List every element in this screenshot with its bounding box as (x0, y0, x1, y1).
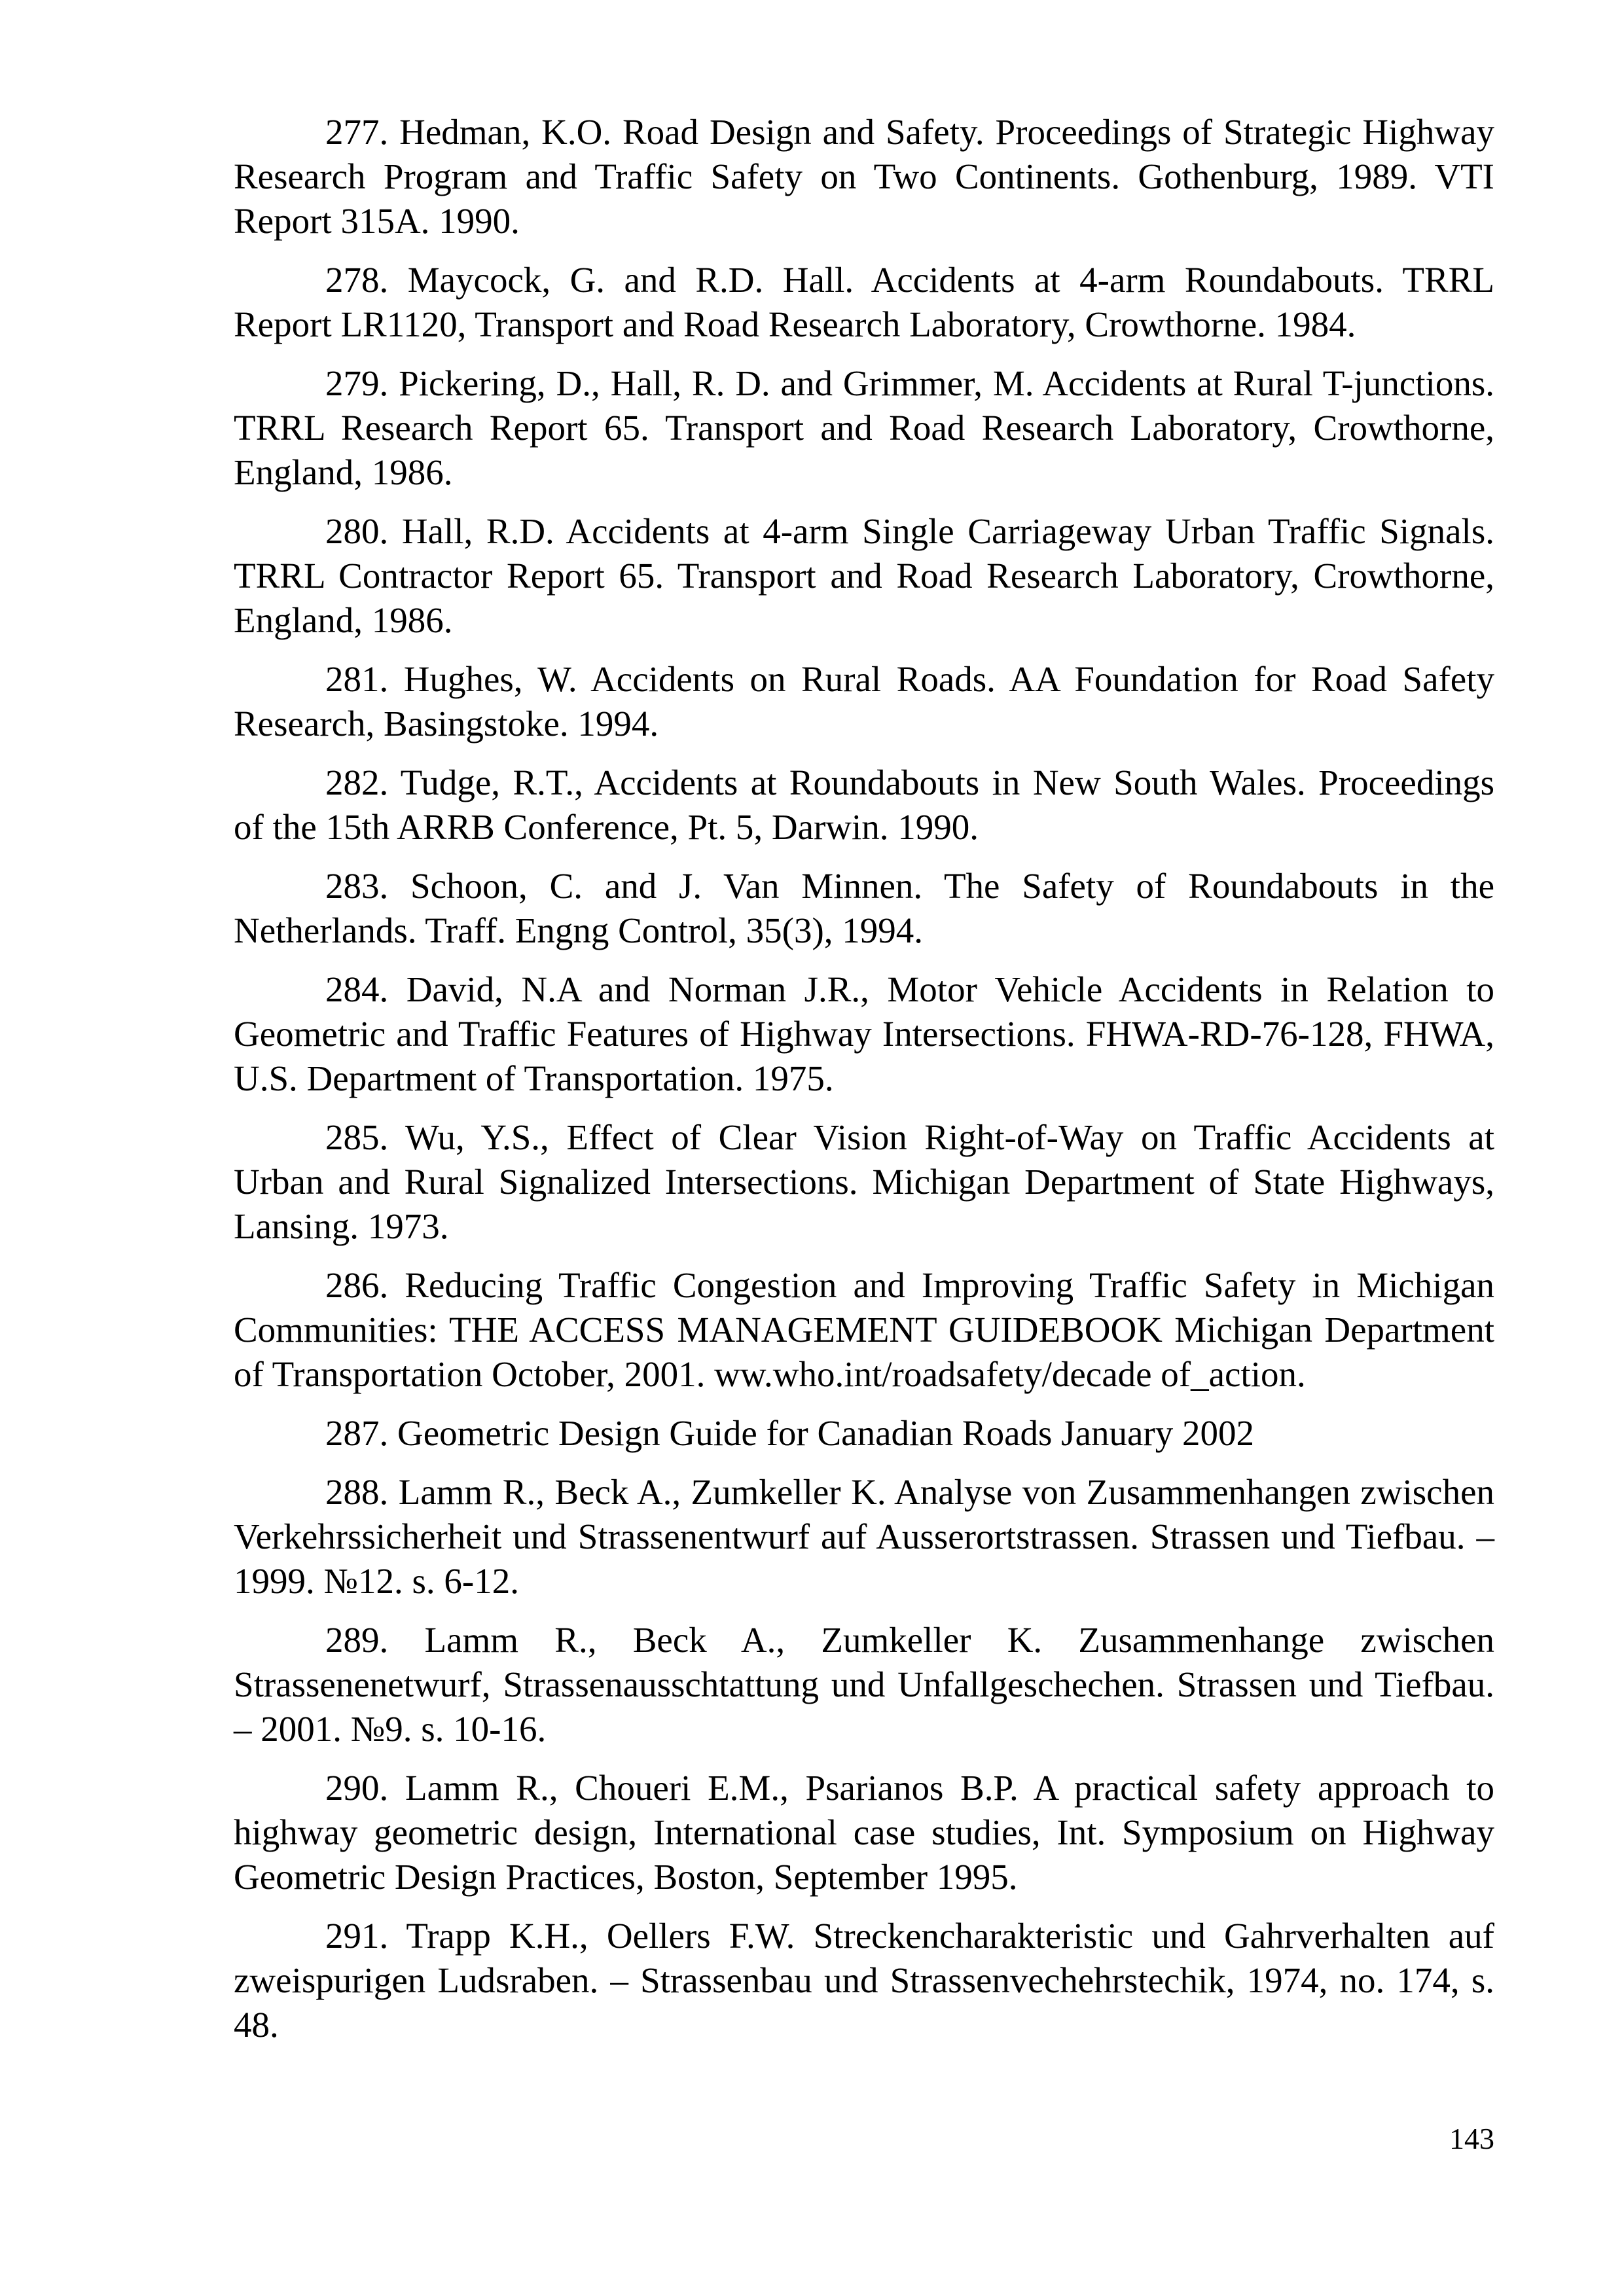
reference-item-286: 286. Reducing Traffic Congestion and Improving Traffic Safety in Michigan Communities: THE ACCESS MANAGEMENT GUIDEBOOK Michigan Department of Transportation October, 2001. ww.who.int/roadsafety/decade of_action. (234, 1265, 1494, 1394)
reference-item-279: 279. Pickering, D., Hall, R. D. and Grimmer, M. Accidents at Rural T-junctions. TRRL Research Report 65. Transport and Road Research Laboratory, Crowthorne, England, 1986. (234, 363, 1494, 492)
reference-list (234, 110, 1494, 2062)
reference-item-278: 278. Maycock, G. and R.D. Hall. Accidents at 4-arm Roundabouts. TRRL Report LR1120, Transport and Road Research Laboratory, Crowthorne. 1984. (234, 260, 1494, 344)
reference-item-285: 285. Wu, Y.S., Effect of Clear Vision Right-of-Way on Traffic Accidents at Urban and Rural Signalized Intersections. Michigan Department of State Highways, Lansing. 1973. (234, 1117, 1494, 1246)
reference-item-289: 289. Lamm R., Beck A., Zumkeller K. Zusammenhange zwischen Strassenenetwurf, Strassenausschtattung und Unfallgeschechen. Strassen und Tiefbau. – 2001. №9. s. 10-16. (234, 1620, 1494, 1749)
reference-item-288: 288. Lamm R., Beck A., Zumkeller K. Analyse von Zusammenhangen zwischen Verkehrssicherheit und Strassenentwurf auf Ausserortstrassen. Strassen und Tiefbau. – 1999. №12. s. 6-12. (234, 1472, 1494, 1601)
reference-item-291: 291. Trapp K.H., Oellers F.W. Streckencharakteristic und Gahrverhalten auf zweispurigen Ludsraben. – Strassenbau und Strassenvechehrstechik, 1974, no. 174, s. 48. (234, 1916, 1494, 2045)
reference-item-282: 282. Tudge, R.T., Accidents at Roundabouts in New South Wales. Proceedings of the 15th ARRB Conference, Pt. 5, Darwin. 1990. (234, 762, 1494, 847)
reference-item-283: 283. Schoon, C. and J. Van Minnen. The Safety of Roundabouts in the Netherlands. Traff. Engng Control, 35(3), 1994. (234, 866, 1494, 950)
reference-item-281: 281. Hughes, W. Accidents on Rural Roads. AA Foundation for Road Safety Research, Basingstoke. 1994. (234, 659, 1494, 744)
reference-item-287: 287. Geometric Design Guide for Canadian Roads January 2002 (325, 1413, 1254, 1453)
reference-item-290: 290. Lamm R., Choueri E.M., Psarianos B.P. A practical safety approach to highway geometric design, International case studies, Int. Symposium on Highway Geometric Design Practices, Boston, September 1995. (234, 1768, 1494, 1897)
reference-item-284: 284. David, N.A and Norman J.R., Motor Vehicle Accidents in Relation to Geometric and Traffic Features of Highway Intersections. FHWA-RD-76-128, FHWA, U.S. Department of Transportation. 1975. (234, 969, 1494, 1098)
reference-item-277: 277. Hedman, K.O. Road Design and Safety. Proceedings of Strategic Highway Research Program and Traffic Safety on Two Continents. Gothenburg, 1989. VTI Report 315A. 1990. (234, 112, 1494, 241)
reference-item-280: 280. Hall, R.D. Accidents at 4-arm Single Carriageway Urban Traffic Signals. TRRL Contractor Report 65. Transport and Road Research Laboratory, Crowthorne, England, 1986. (234, 511, 1494, 640)
page-number: 143 (1449, 2122, 1494, 2155)
